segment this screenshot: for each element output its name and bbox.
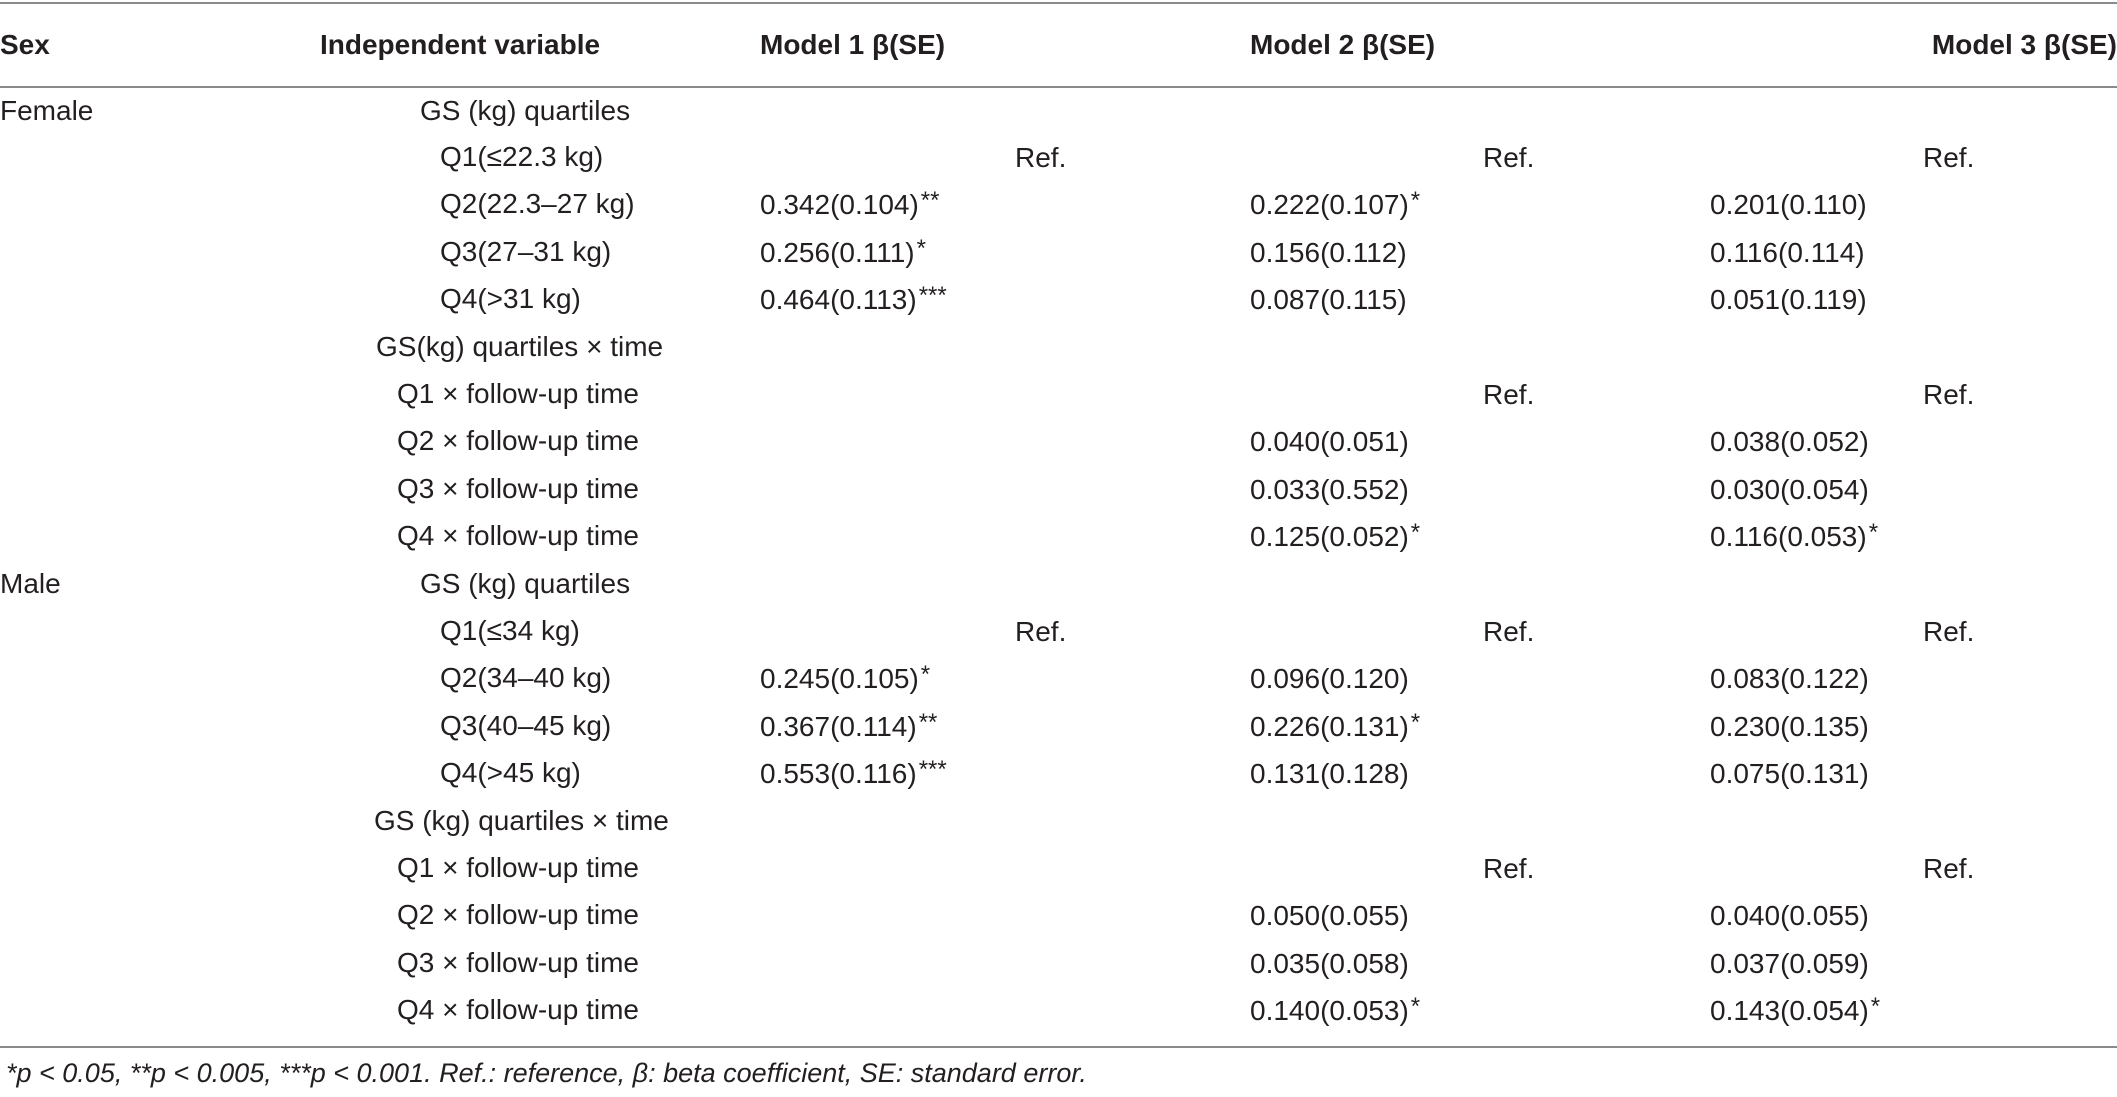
model-2-value: Ref. bbox=[1483, 379, 1535, 411]
model-2-value: 0.140(0.053) bbox=[1250, 995, 1409, 1027]
table-row bbox=[0, 133, 2117, 180]
model-2-value: 0.033(0.552) bbox=[1250, 473, 1409, 505]
model-1-cell bbox=[760, 323, 1250, 370]
independent-variable-cell: Q2(34–40 kg) bbox=[440, 662, 612, 694]
model-2-cell bbox=[1250, 418, 1710, 465]
independent-variable-cell: GS(kg) quartiles × time bbox=[376, 330, 664, 362]
model-2-cell bbox=[1250, 370, 1710, 417]
sex-cell bbox=[0, 655, 320, 702]
model-2-cell bbox=[1250, 749, 1710, 796]
header-model-1: Model 1 β(SE) bbox=[760, 29, 946, 60]
model-1-cell bbox=[760, 702, 1250, 749]
independent-variable-cell: Q3(40–45 kg) bbox=[440, 709, 612, 741]
model-1-value: 0.342(0.104) bbox=[760, 189, 919, 221]
model-3-cell bbox=[1710, 181, 2117, 228]
model-3-cell bbox=[1710, 749, 2117, 796]
table-row bbox=[0, 370, 2117, 417]
sex-cell bbox=[0, 465, 320, 512]
model-2-cell bbox=[1250, 702, 1710, 749]
model-3-value: 0.075(0.131) bbox=[1710, 758, 1869, 790]
sex-cell bbox=[0, 892, 320, 939]
model-3-cell bbox=[1710, 939, 2117, 986]
table-row bbox=[0, 323, 2117, 370]
significance-marker: ** bbox=[918, 708, 938, 736]
significance-marker: * bbox=[920, 661, 931, 689]
model-2-cell bbox=[1250, 228, 1710, 275]
header-independent-variable: Independent variable bbox=[320, 29, 601, 60]
significance-marker: *** bbox=[918, 282, 947, 310]
model-1-cell bbox=[760, 133, 1250, 180]
model-2-cell bbox=[1250, 86, 1710, 133]
header-sex: Sex bbox=[0, 29, 50, 60]
model-1-cell bbox=[760, 228, 1250, 275]
sex-cell bbox=[0, 844, 320, 891]
table-row bbox=[0, 607, 2117, 654]
independent-variable-cell: Q4 × follow-up time bbox=[397, 994, 639, 1026]
independent-variable-cell: GS (kg) quartiles bbox=[420, 95, 631, 127]
model-1-cell bbox=[760, 276, 1250, 323]
independent-variable-cell: Q4(>45 kg) bbox=[440, 757, 581, 789]
model-3-cell bbox=[1710, 986, 2117, 1033]
significance-marker: ** bbox=[920, 187, 940, 215]
table-footnote: *p < 0.05, **p < 0.005, ***p < 0.001. Ref.: reference, β: beta coefficient, SE: standard error. bbox=[6, 1058, 1087, 1088]
independent-variable-cell: Q4 × follow-up time bbox=[397, 520, 639, 552]
model-3-cell bbox=[1710, 560, 2117, 607]
model-2-cell bbox=[1250, 133, 1710, 180]
model-2-cell bbox=[1250, 939, 1710, 986]
model-3-cell bbox=[1710, 513, 2117, 560]
model-3-value: Ref. bbox=[1923, 615, 1975, 647]
model-2-value: 0.050(0.055) bbox=[1250, 900, 1409, 932]
significance-marker: * bbox=[1410, 708, 1421, 736]
model-2-cell bbox=[1250, 655, 1710, 702]
table-row bbox=[0, 986, 2117, 1033]
model-2-cell bbox=[1250, 181, 1710, 228]
sex-cell bbox=[0, 276, 320, 323]
model-1-cell bbox=[760, 655, 1250, 702]
independent-variable-cell: GS (kg) quartiles bbox=[420, 567, 631, 599]
model-3-cell bbox=[1710, 655, 2117, 702]
table-row bbox=[0, 86, 2117, 133]
header-model-3: Model 3 β(SE) bbox=[1931, 29, 2117, 60]
model-3-value: 0.037(0.059) bbox=[1710, 947, 1869, 979]
significance-marker: * bbox=[1410, 519, 1421, 547]
sex-cell bbox=[0, 797, 320, 844]
model-2-value: 0.131(0.128) bbox=[1250, 758, 1409, 790]
independent-variable-cell: Q2 × follow-up time bbox=[397, 899, 639, 931]
sex-cell bbox=[0, 513, 320, 560]
model-2-value: Ref. bbox=[1483, 142, 1535, 174]
model-1-cell bbox=[760, 418, 1250, 465]
model-2-value: 0.222(0.107) bbox=[1250, 189, 1409, 221]
model-1-cell bbox=[760, 86, 1250, 133]
model-1-cell bbox=[760, 560, 1250, 607]
model-3-value: 0.030(0.054) bbox=[1710, 473, 1869, 505]
model-2-value: 0.226(0.131) bbox=[1250, 710, 1409, 742]
table-row bbox=[0, 892, 2117, 939]
model-3-value: 0.083(0.122) bbox=[1710, 663, 1869, 695]
model-1-cell bbox=[760, 844, 1250, 891]
sex-cell bbox=[0, 986, 320, 1033]
sex-cell bbox=[0, 702, 320, 749]
model-2-cell bbox=[1250, 797, 1710, 844]
model-1-value: Ref. bbox=[1015, 615, 1067, 647]
significance-marker: * bbox=[1410, 993, 1421, 1021]
model-3-cell bbox=[1710, 228, 2117, 275]
independent-variable-cell: Q1(≤22.3 kg) bbox=[440, 141, 604, 173]
model-3-cell bbox=[1710, 370, 2117, 417]
model-1-value: Ref. bbox=[1015, 142, 1067, 174]
sex-cell bbox=[0, 228, 320, 275]
model-3-cell bbox=[1710, 607, 2117, 654]
model-2-cell bbox=[1250, 844, 1710, 891]
model-3-cell bbox=[1710, 86, 2117, 133]
independent-variable-cell: Q2 × follow-up time bbox=[397, 425, 639, 457]
table-bottom-rule bbox=[0, 1046, 2117, 1048]
model-3-cell bbox=[1710, 702, 2117, 749]
model-1-cell bbox=[760, 181, 1250, 228]
significance-marker: * bbox=[1870, 993, 1881, 1021]
sex-cell bbox=[0, 370, 320, 417]
model-1-cell bbox=[760, 892, 1250, 939]
model-1-cell bbox=[760, 986, 1250, 1033]
table-row bbox=[0, 702, 2117, 749]
model-1-cell bbox=[760, 749, 1250, 796]
independent-variable-cell: Q1(≤34 kg) bbox=[440, 614, 580, 646]
model-1-cell bbox=[760, 797, 1250, 844]
model-3-value: Ref. bbox=[1923, 852, 1975, 884]
model-1-cell bbox=[760, 370, 1250, 417]
sex-cell bbox=[0, 181, 320, 228]
model-2-cell bbox=[1250, 560, 1710, 607]
significance-marker: *** bbox=[918, 756, 947, 784]
significance-marker: * bbox=[1868, 519, 1879, 547]
table-row bbox=[0, 181, 2117, 228]
table-row bbox=[0, 276, 2117, 323]
table-row bbox=[0, 513, 2117, 560]
table-header-row bbox=[0, 4, 2117, 86]
table-row bbox=[0, 655, 2117, 702]
model-3-cell bbox=[1710, 797, 2117, 844]
model-1-value: 0.553(0.116) bbox=[760, 758, 917, 790]
model-2-cell bbox=[1250, 892, 1710, 939]
table-row bbox=[0, 418, 2117, 465]
model-2-cell bbox=[1250, 465, 1710, 512]
table-body bbox=[0, 86, 2117, 1034]
model-1-value: 0.464(0.113) bbox=[760, 284, 917, 316]
model-3-cell bbox=[1710, 418, 2117, 465]
sex-cell bbox=[0, 418, 320, 465]
table-row bbox=[0, 749, 2117, 796]
model-2-value: Ref. bbox=[1483, 615, 1535, 647]
table-row bbox=[0, 939, 2117, 986]
table-row bbox=[0, 797, 2117, 844]
significance-marker: * bbox=[1410, 187, 1421, 215]
header-model-2: Model 2 β(SE) bbox=[1250, 29, 1436, 60]
model-3-cell bbox=[1710, 892, 2117, 939]
model-2-value: 0.087(0.115) bbox=[1250, 284, 1407, 316]
independent-variable-cell: Q3 × follow-up time bbox=[397, 472, 639, 504]
model-3-value: Ref. bbox=[1923, 142, 1975, 174]
model-3-cell bbox=[1710, 323, 2117, 370]
model-3-cell bbox=[1710, 465, 2117, 512]
model-3-value: 0.201(0.110) bbox=[1710, 189, 1867, 221]
independent-variable-cell: Q3(27–31 kg) bbox=[440, 235, 612, 267]
model-1-cell bbox=[760, 513, 1250, 560]
model-2-value: 0.035(0.058) bbox=[1250, 947, 1409, 979]
model-1-cell bbox=[760, 465, 1250, 512]
independent-variable-cell: Q3 × follow-up time bbox=[397, 946, 639, 978]
model-2-cell bbox=[1250, 276, 1710, 323]
sex-cell bbox=[0, 133, 320, 180]
independent-variable-cell: Q2(22.3–27 kg) bbox=[440, 188, 635, 220]
model-3-value: 0.116(0.114) bbox=[1710, 236, 1865, 268]
independent-variable-cell: Q4(>31 kg) bbox=[440, 283, 581, 315]
model-3-value: 0.230(0.135) bbox=[1710, 710, 1869, 742]
model-3-cell bbox=[1710, 133, 2117, 180]
model-1-value: 0.367(0.114) bbox=[760, 710, 917, 742]
independent-variable-cell: Q1 × follow-up time bbox=[397, 851, 639, 883]
model-2-value: 0.040(0.051) bbox=[1250, 426, 1409, 458]
model-3-value: Ref. bbox=[1923, 379, 1975, 411]
model-3-value: 0.040(0.055) bbox=[1710, 900, 1869, 932]
table-row bbox=[0, 228, 2117, 275]
table-row bbox=[0, 560, 2117, 607]
sex-cell: Male bbox=[0, 567, 61, 599]
model-3-value: 0.143(0.054) bbox=[1710, 995, 1869, 1027]
table-row bbox=[0, 844, 2117, 891]
model-3-value: 0.116(0.053) bbox=[1710, 521, 1867, 553]
model-3-cell bbox=[1710, 844, 2117, 891]
model-1-cell bbox=[760, 607, 1250, 654]
model-2-value: Ref. bbox=[1483, 852, 1535, 884]
sex-cell bbox=[0, 607, 320, 654]
model-2-value: 0.156(0.112) bbox=[1250, 236, 1407, 268]
model-3-value: 0.051(0.119) bbox=[1710, 284, 1867, 316]
model-3-cell bbox=[1710, 276, 2117, 323]
sex-cell bbox=[0, 749, 320, 796]
sex-cell: Female bbox=[0, 95, 94, 127]
sex-cell bbox=[0, 939, 320, 986]
model-2-value: 0.096(0.120) bbox=[1250, 663, 1409, 695]
model-1-cell bbox=[760, 939, 1250, 986]
significance-marker: * bbox=[916, 234, 926, 262]
independent-variable-cell: Q1 × follow-up time bbox=[397, 378, 639, 410]
model-2-cell bbox=[1250, 323, 1710, 370]
model-2-cell bbox=[1250, 513, 1710, 560]
independent-variable-cell: GS (kg) quartiles × time bbox=[374, 804, 669, 836]
sex-cell bbox=[0, 323, 320, 370]
model-3-value: 0.038(0.052) bbox=[1710, 426, 1869, 458]
model-1-value: 0.256(0.111) bbox=[760, 236, 915, 268]
regression-table bbox=[0, 4, 2117, 1034]
model-2-value: 0.125(0.052) bbox=[1250, 521, 1409, 553]
model-1-value: 0.245(0.105) bbox=[760, 663, 919, 695]
model-2-cell bbox=[1250, 986, 1710, 1033]
table-row bbox=[0, 465, 2117, 512]
model-2-cell bbox=[1250, 607, 1710, 654]
